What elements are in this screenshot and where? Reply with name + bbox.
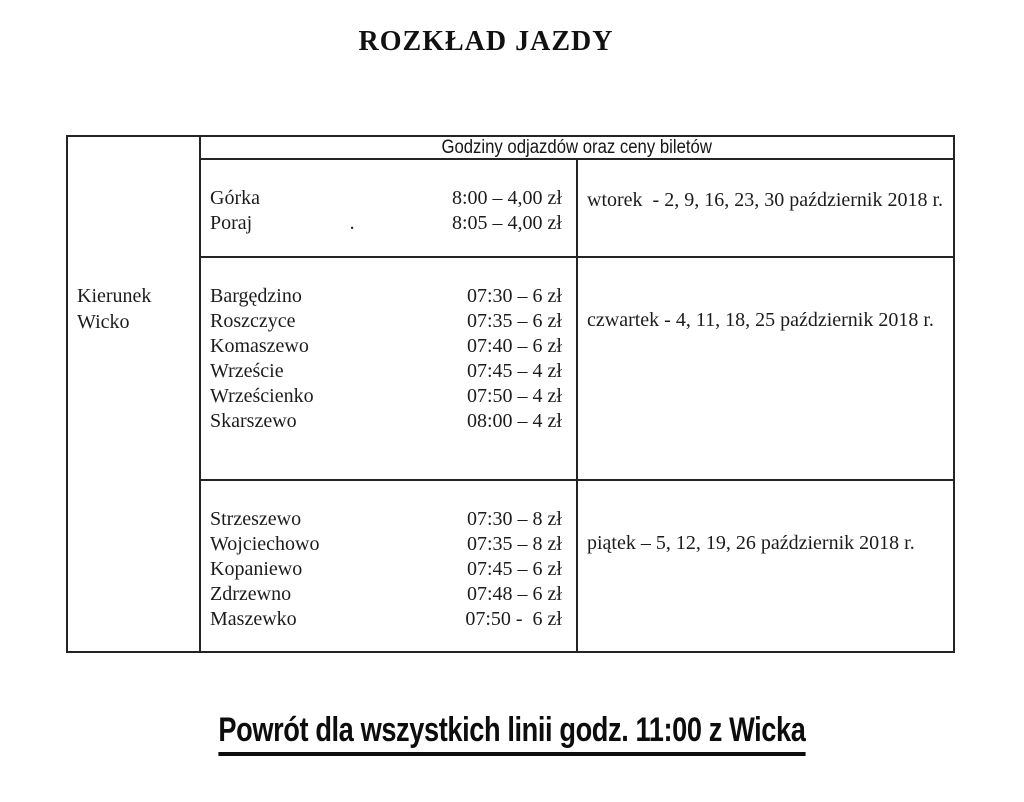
stop-time-price: 07:30 – 8 zł <box>466 508 562 530</box>
table-header-text: Godziny odjazdów oraz ceny biletów <box>441 137 713 158</box>
stop-time-price: 8:00 – 4,00 zł <box>451 187 562 209</box>
direction-cell <box>67 136 200 652</box>
table-row-friday <box>67 480 954 652</box>
days-cell: czwartek - 4, 11, 18, 25 październik 2018 r. <box>577 257 954 480</box>
footer-note <box>0 711 1024 756</box>
stop-time-price: 07:45 – 6 zł <box>466 558 562 580</box>
stop-name: Strzeszewo <box>210 508 302 530</box>
stop-line <box>210 334 562 359</box>
stop-line <box>210 186 562 211</box>
stop-line <box>210 532 562 557</box>
stop-name: Górka <box>210 187 260 209</box>
days-cell: piątek – 5, 12, 19, 26 październik 2018 r. <box>577 480 954 652</box>
stop-line <box>210 507 562 532</box>
stop-line <box>210 557 562 582</box>
stop-name: Zdrzewno <box>210 583 292 605</box>
stop-time-price: 07:35 – 6 zł <box>466 310 562 332</box>
stop-name: Bargędzino <box>210 285 302 307</box>
table-row-thursday <box>67 257 954 480</box>
stop-name: Komaszewo <box>210 335 309 357</box>
stop-line <box>210 309 562 334</box>
stop-name: Maszewko <box>210 608 297 630</box>
stop-time-price: 07:48 – 6 zł <box>466 583 562 605</box>
days-cell: wtorek - 2, 9, 16, 23, 30 październik 2018 r. <box>577 159 954 257</box>
timetable <box>66 135 955 653</box>
stop-time-price: 07:30 – 6 zł <box>466 285 562 307</box>
stop-line <box>210 607 562 632</box>
table-header-cell <box>200 136 954 159</box>
stop-name: Skarszewo <box>210 410 297 432</box>
header-row <box>67 136 954 159</box>
stop-time-price: 07:50 - 6 zł <box>465 608 562 630</box>
stops-cell <box>200 257 577 480</box>
stop-time-price: 8:05 – 4,00 zł <box>452 212 562 234</box>
stop-time-price: 07:35 – 8 zł <box>467 533 562 555</box>
table-row-tuesday <box>67 159 954 257</box>
footer-text: Powrót dla wszystkich linii godz. 11:00 z Wicka <box>218 711 805 756</box>
stop-time-price: 07:50 – 4 zł <box>467 385 562 407</box>
direction-line-2: Wicko <box>77 311 130 333</box>
stop-name: Wojciechowo <box>210 533 320 555</box>
stop-line <box>210 211 562 236</box>
stop-line <box>210 359 562 384</box>
page-title: ROZKŁAD JAZDY <box>358 26 614 57</box>
stop-name: Wrześcienko <box>210 385 314 407</box>
stop-line <box>210 582 562 607</box>
stop-time-price: 07:40 – 6 zł <box>466 335 562 357</box>
stop-name: Kopaniewo <box>210 558 303 580</box>
stop-line <box>210 284 562 309</box>
stop-name: Poraj <box>210 212 253 234</box>
stop-name: Roszczyce <box>210 310 296 332</box>
stop-time-price: 07:45 – 4 zł <box>467 360 562 382</box>
stop-name: Wrzeście <box>210 360 284 382</box>
stop-line <box>210 409 562 434</box>
stop-line <box>210 384 562 409</box>
direction-line-1: Kierunek <box>77 285 152 307</box>
stop-note: . <box>349 212 355 234</box>
stops-cell <box>200 480 577 652</box>
stops-cell <box>200 159 577 257</box>
stop-time-price: 08:00 – 4 zł <box>466 410 562 432</box>
